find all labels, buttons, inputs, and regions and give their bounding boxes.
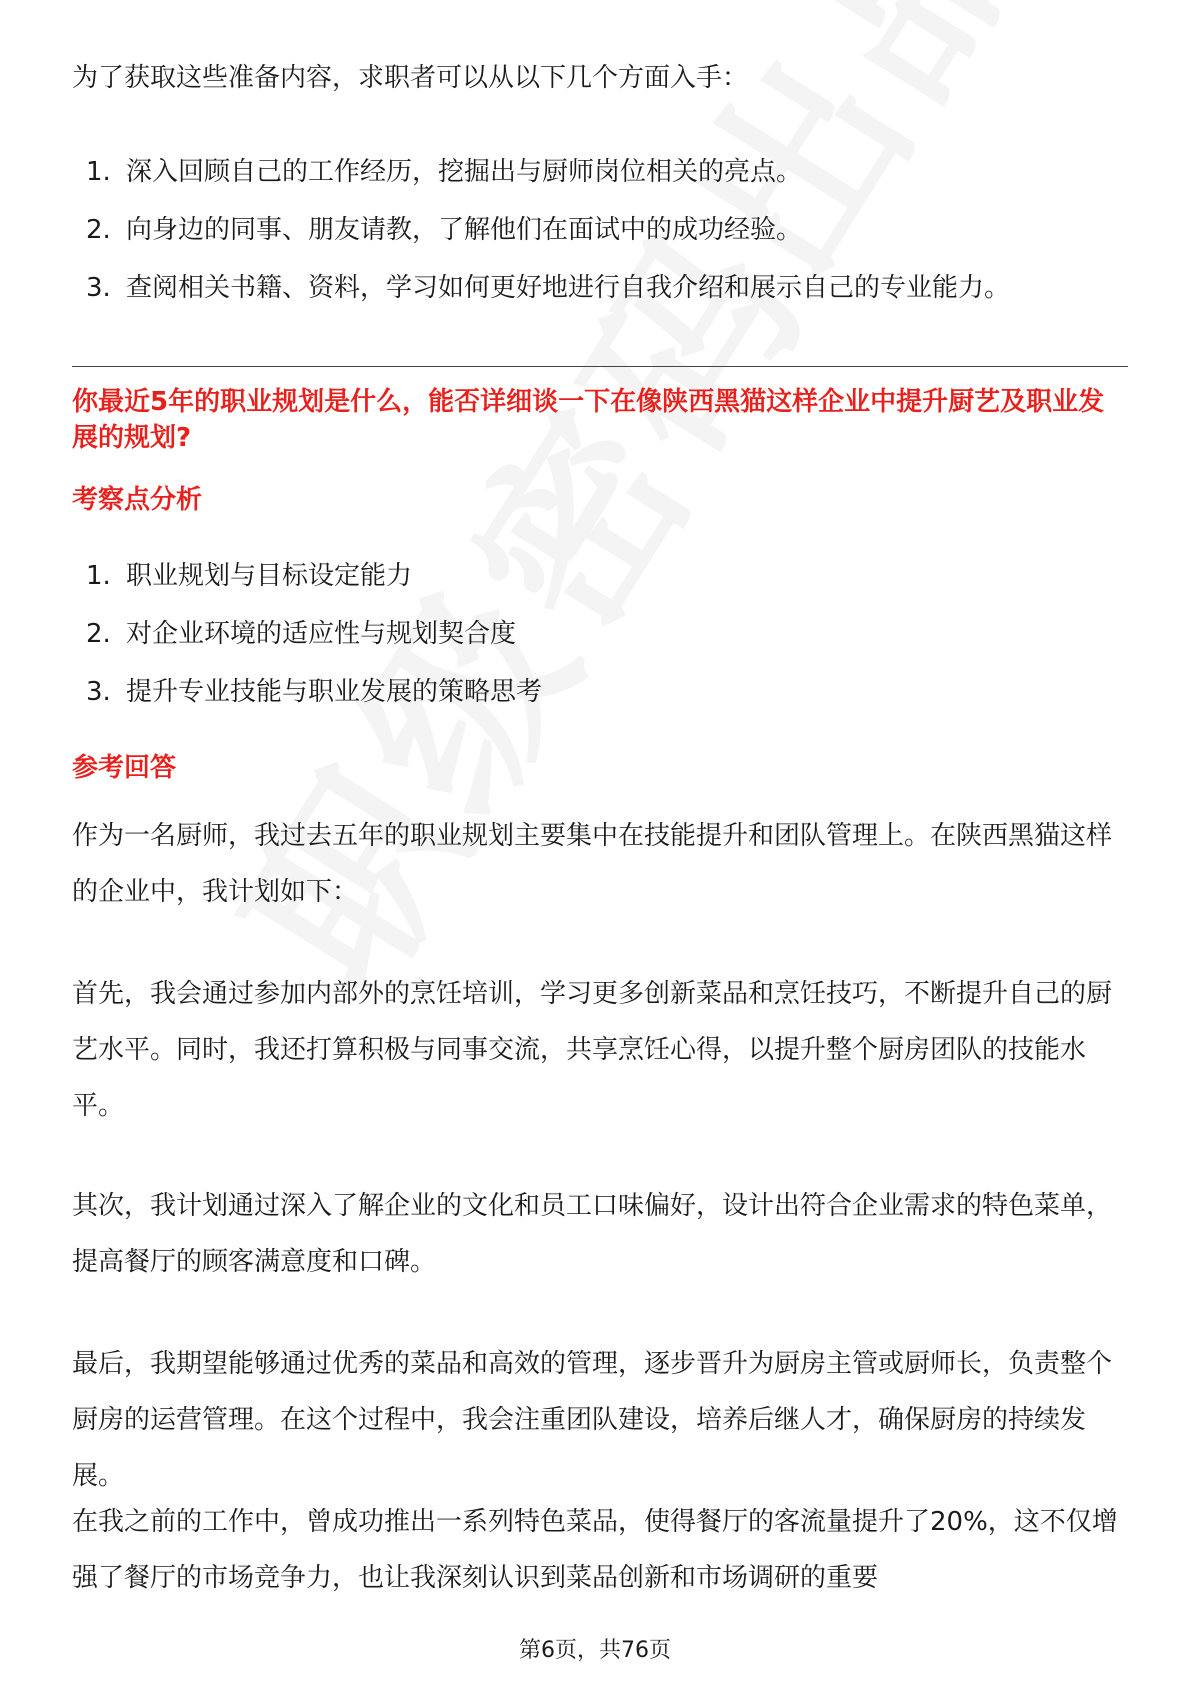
- prep-list-item-2: [86, 210, 802, 250]
- list-item-text: 职业规划与目标设定能力: [126, 561, 413, 591]
- list-item-text: 对企业环境的适应性与规划契合度: [126, 619, 517, 649]
- list-number: 1.: [86, 561, 111, 591]
- answer-paragraph-5: 在我之前的工作中，曾成功推出一系列特色菜品，使得餐厅的客流量提升了20%，这不仅增强了餐厅的市场竞争力，也让我深刻认识到菜品创新和市场调研的重要: [72, 1507, 1118, 1593]
- answer-paragraph-3: 其次，我计划通过深入了解企业的文化和员工口味偏好，设计出符合企业需求的特色菜单，提高餐厅的顾客满意度和口碑。: [72, 1191, 1113, 1277]
- analysis-heading: 考察点分析: [72, 485, 203, 515]
- answer-heading: 参考回答: [72, 753, 177, 783]
- list-item-text: 深入回顾自己的工作经历，挖掘出与厨师岗位相关的亮点。: [126, 157, 803, 187]
- answer-paragraph-2: 首先，我会通过参加内部外的烹饪培训，学习更多创新菜品和烹饪技巧，不断提升自己的厨艺水平。同时，我还打算积极与同事交流，共享烹饪心得，以提升整个厨房团队的技能水平。: [72, 979, 1113, 1121]
- answer-paragraph-4: 最后，我期望能够通过优秀的菜品和高效的管理，逐步晋升为厨房主管或厨师长，负责整个厨房的运营管理。在这个过程中，我会注重团队建设，培养后继人才，确保厨房的持续发展。: [72, 1349, 1113, 1491]
- interview-question: 你最近5年的职业规划是什么，能否详细谈一下在像陕西黑猫这样企业中提升厨艺及职业发展的规划?: [72, 387, 1105, 453]
- document-page: [72, 0, 1128, 1684]
- analysis-list-item-1: [86, 556, 412, 596]
- list-number: 2.: [86, 215, 111, 245]
- list-item-text: 查阅相关书籍、资料，学习如何更好地进行自我介绍和展示自己的专业能力。: [126, 273, 1011, 303]
- page-footer: 第6页，共76页: [519, 1638, 671, 1663]
- analysis-list-item-3: [86, 672, 542, 712]
- intro-text: 为了获取这些准备内容，求职者可以从以下几个方面入手：: [72, 63, 749, 93]
- prep-list-item-1: [86, 152, 802, 192]
- list-number: 2.: [86, 619, 111, 649]
- list-number: 3.: [86, 677, 111, 707]
- analysis-list-item-2: [86, 614, 516, 654]
- list-number: 1.: [86, 157, 111, 187]
- answer-paragraph-1: 作为一名厨师，我过去五年的职业规划主要集中在技能提升和团队管理上。在陕西黑猫这样的企业中，我计划如下：: [72, 821, 1113, 907]
- list-number: 3.: [86, 273, 111, 303]
- prep-list-item-3: [86, 268, 1010, 308]
- list-item-text: 向身边的同事、朋友请教，了解他们在面试中的成功经验。: [126, 215, 803, 245]
- section-divider: [72, 366, 1128, 367]
- list-item-text: 提升专业技能与职业发展的策略思考: [126, 677, 543, 707]
